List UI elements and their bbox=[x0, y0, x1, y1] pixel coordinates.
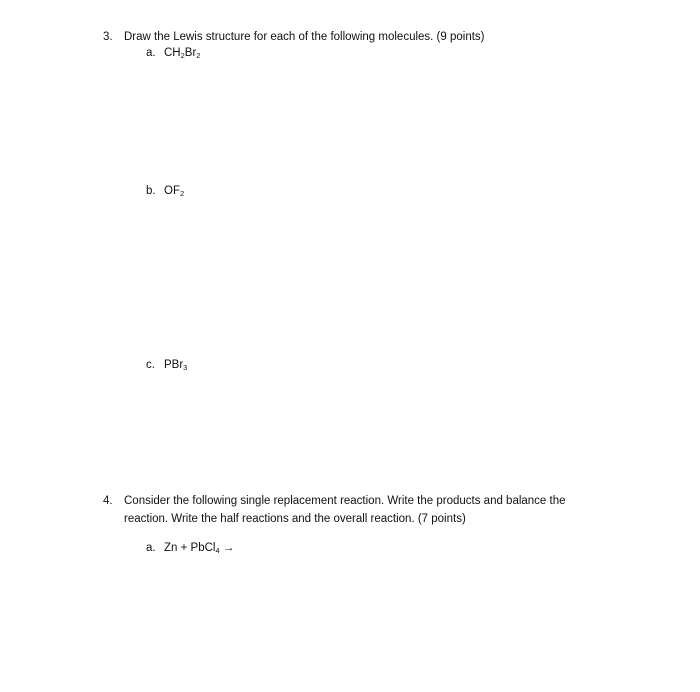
formula-text: OF bbox=[164, 185, 180, 197]
question-3c-label: c. bbox=[146, 359, 155, 371]
formula-subscript: 3 bbox=[183, 363, 188, 372]
question-4-number: 4. bbox=[103, 495, 113, 507]
formula-subscript: 2 bbox=[179, 189, 185, 198]
question-3b-label: b. bbox=[146, 185, 156, 197]
question-3a-formula bbox=[164, 47, 200, 59]
question-4a-formula bbox=[164, 542, 234, 554]
question-4-text-line2: reaction. Write the half reactions and the overall reaction. (7 points) bbox=[124, 513, 466, 525]
formula-text: → bbox=[219, 542, 235, 554]
question-3b-formula bbox=[164, 185, 184, 197]
question-3c-formula bbox=[164, 359, 187, 371]
question-3-number: 3. bbox=[103, 31, 113, 43]
question-3a-label: a. bbox=[146, 47, 156, 59]
formula-text: PBr bbox=[164, 359, 184, 371]
formula-text: CH bbox=[164, 47, 181, 59]
formula-subscript: 4 bbox=[215, 546, 220, 555]
question-4a-label: a. bbox=[146, 542, 156, 554]
formula-subscript: 2 bbox=[196, 51, 201, 60]
formula-subscript: 2 bbox=[180, 51, 185, 60]
question-4-text-line1: Consider the following single replacement reaction. Write the products and balance the bbox=[124, 495, 566, 507]
question-3-text: Draw the Lewis structure for each of the following molecules. (9 points) bbox=[124, 31, 485, 43]
formula-text: Zn + PbCl bbox=[164, 542, 216, 554]
formula-text: Br bbox=[184, 47, 197, 59]
